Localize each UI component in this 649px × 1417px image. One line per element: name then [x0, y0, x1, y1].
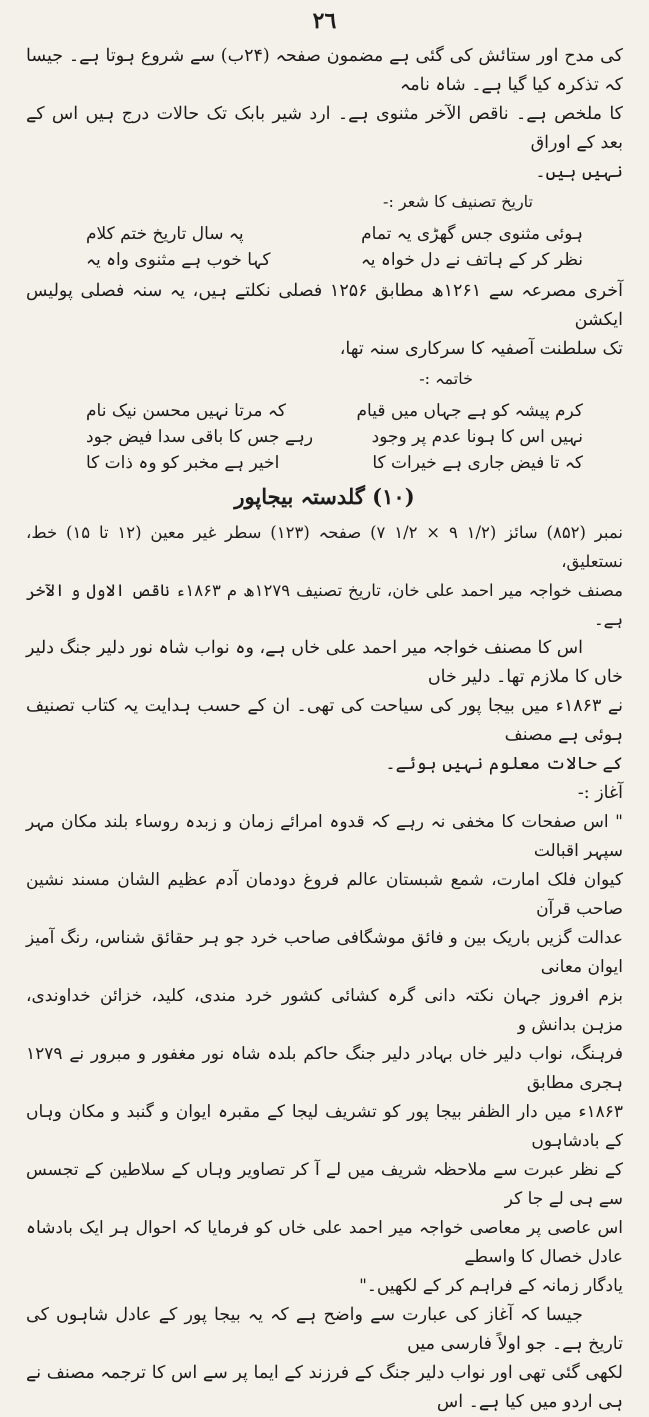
page-number: ٢٦: [312, 8, 337, 34]
khatma-heading: خاتمہ :-: [419, 369, 473, 388]
couplet-first-half: نظر کر کے ہاتف نے دل خواہ یہ: [360, 250, 583, 270]
couplet-second-half: کہا خوب ہے مثنوی واہ یہ: [86, 250, 271, 270]
quote-line: اس عاصی پر معاصی خواجہ میر احمد علی خاں کو فرمایا کہ احوال ہر ایک بادشاہ عادل خصال کا واسطے: [26, 1218, 623, 1267]
closing-line: لکھی گئی تھی اور نواب دلیر جنگ کے فرزند کے ایما پر سے اس کا ترجمہ مصنف نے ہی اردو میں کیا ہے۔ اس: [26, 1363, 623, 1412]
couplet-first-half: کہ تا فیض جاری ہے خیرات کا: [372, 453, 583, 473]
tarikh-heading: تاریخ تصنیف کا شعر :-: [383, 192, 533, 211]
couplet-first-half: کرم پیشہ کو ہے جہاں میں قیام: [356, 401, 583, 421]
intro-line: کا ملخص ہے۔ ناقص الآخر مثنوی ہے۔ ارد شیر بابک تک حالات درج ہیں اس کے بعد کے اوراق: [26, 104, 623, 153]
couplet: [26, 247, 623, 273]
khatma-couplets: [26, 398, 623, 476]
couplet-second-half: رہے جس کا باقی سدا فیض جود: [86, 427, 314, 447]
quote-line: فرہنگ، نواب دلیر خاں بہادر دلیر جنگ حاکم بلدہ شاہ نور مغفور و مبرور نے ۱۲۷۹ ہجری مطابق: [26, 1044, 623, 1093]
closing-line: جیسا کہ آغاز کی عبارت سے واضح ہے کہ یہ بیجا پور کے عادل شاہوں کی تاریخ ہے۔ جو اولاً فارسی میں: [26, 1305, 623, 1354]
couplet-second-half: پہ سال تاریخ ختم کلام: [86, 224, 244, 244]
couplet: [26, 398, 623, 424]
quote-line: کے نظر عبرت سے ملاحظہ شریف میں لے آ کر تصاویر وہاں کے سلاطین کے تجسس سے ہی لے جا کر: [26, 1160, 623, 1209]
post-line: تک سلطنت آصفیہ کا سرکاری سنہ تھا،: [339, 339, 623, 359]
quote-line: یادگار زمانہ کے فراہم کر کے لکھیں۔": [359, 1276, 623, 1296]
couplet: [26, 221, 623, 247]
couplet-first-half: ہوئی مثنوی جس گھڑی یہ تمام: [361, 224, 583, 244]
couplet-first-half: نہیں اس کا ہونا عدم پر وجود: [371, 427, 583, 447]
intro-line: نہیں ہیں۔: [535, 162, 623, 182]
post-line: آخری مصرعہ سے ۱۲۶۱ھ مطابق ۱۲۵۶ فصلی نکلتے ہیں، یہ سنہ فصلی پولیس ایکشن: [26, 281, 623, 330]
author-line: نے ۱۸۶۳ء میں بیجا پور کی سیاحت کی تھی۔ ان کے حسب ہدایت یہ کتاب تصنیف ہوئی ہے مصنف: [26, 696, 623, 745]
aghaz-heading: آغاز :-: [577, 783, 623, 803]
meta-line: مصنف خواجہ میر احمد علی خان، تاریخ تصنیف ۱۲۷۹ھ م ۱۸۶۳ء ناقص الاول و الآخر ہے۔: [26, 581, 623, 629]
tarikh-couplets: [26, 221, 623, 273]
section-title: (۱۰) گلدستہ بیجاپور: [234, 484, 415, 509]
meta-line: نمبر (۸۵۲) سائز (۱/۲ ۹ × ۱/۲ ۷) صفحہ (۱۲۳) سطر غیر معین (۱۲ تا ۱۵) خط، نستعلیق،: [26, 523, 624, 571]
quote-line: عدالت گزیں باریک بین و فائق موشگافی صاحب خرد جو ہر حقائق شناس، رنگ آمیز ایوان معانی: [26, 928, 623, 977]
couplet: [26, 424, 623, 450]
couplet-second-half: کہ مرتا نہیں محسن نیک نام: [86, 401, 286, 421]
quote-line: بزم افروز جہان نکتہ دانی گرہ کشائی کشور خرد مندی، کلید، خزائن خداوندی، مزہن بدانش و: [26, 986, 623, 1035]
author-line: کے حالات معلوم نہیں ہوئے۔: [385, 754, 623, 774]
intro-line: کی مدح اور ستائش کی گئی ہے مضمون صفحہ (۲۴ب) سے شروع ہوتا ہے۔ جیسا کہ تذکرہ کیا گیا ہے۔ شاہ نامہ: [26, 46, 624, 95]
couplet: [26, 450, 623, 476]
quote-line: ۱۸۶۳ء میں دار الظفر بیجا پور کو تشریف لیجا کے مقبرہ ایوان و گنبد و مکان وہاں کے بادشاہوں: [26, 1102, 623, 1151]
couplet-second-half: اخیر ہے مخبر کو وہ ذات کا: [86, 453, 280, 473]
author-line: اس کا مصنف خواجہ میر احمد علی خاں ہے، وہ نواب شاہ نور دلیر جنگ دلیر خاں کا ملازم تھا۔ دلیر خاں: [26, 638, 623, 687]
quote-line: کیوان فلک امارت، شمع شبستان عالم فروغ دودمان آدم عظیم الشان مسند نشین صاحب قرآن: [26, 870, 623, 919]
quote-line: " اس صفحات کا مخفی نہ رہے کہ قدوہ امرائے زمان و زبدہ روساء بلند مکان مہر سپہر اقبالت: [26, 812, 623, 861]
